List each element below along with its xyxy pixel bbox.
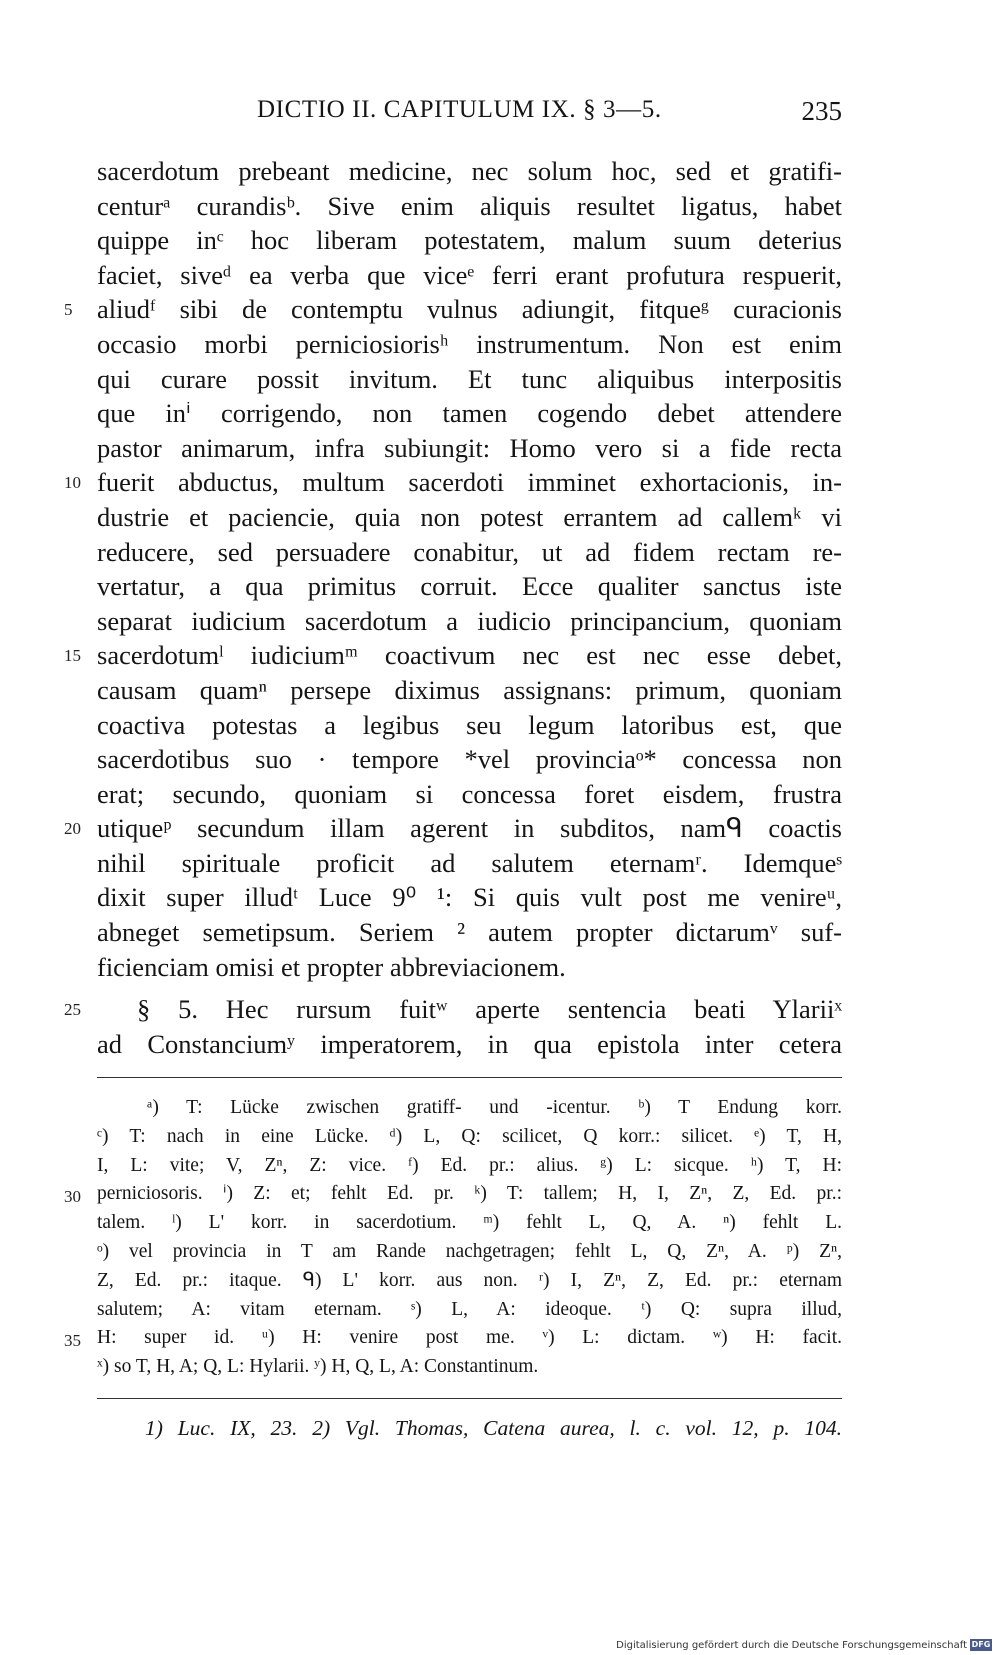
- credit-text: Digitalisierung gefördert durch die Deutsche Forschungsgemeinschaft: [616, 1639, 967, 1651]
- text-line: [64, 992, 842, 1027]
- text-line: [97, 708, 842, 743]
- page-number: 235: [801, 96, 842, 126]
- line-text: dixit super illudᵗ Luce 9⁰ ¹: Si quis vult post me venireᵘ,: [97, 882, 842, 913]
- line-number: 5: [64, 300, 73, 320]
- line-text: sacerdotibus suo · tempore *vel provinciaᵒ* concessa non: [97, 744, 842, 775]
- apparatus-line: [97, 1209, 842, 1238]
- line-text: causam quamⁿ persepe diximus assignans: primum, quoniam: [97, 674, 842, 705]
- apparatus-text: ᵒ) vel provincia in T am Rande nachgetragen; fehlt L, Q, Zⁿ, A. ᵖ) Zⁿ,: [97, 1240, 842, 1262]
- text-line: [97, 604, 842, 639]
- line-text: sacerdotumˡ iudiciumᵐ coactivum nec est nec esse debet,: [97, 640, 842, 671]
- text-line: [97, 880, 842, 915]
- apparatus-text: ᵃ) T: Lücke zwischen gratiff- und -icentur. ᵇ) T Endung korr.: [147, 1097, 842, 1118]
- apparatus-text: salutem; A: vitam eternam. ˢ) L, A: ideoque. ᵗ) Q: supra illud,: [97, 1298, 842, 1320]
- apparatus-line: [97, 1267, 842, 1296]
- text-line: [97, 742, 842, 777]
- apparatus-line: [97, 1296, 842, 1325]
- apparatus-divider: [97, 1077, 842, 1078]
- line-text: que inⁱ corrigendo, non tamen cogendo debet attendere: [97, 398, 842, 429]
- line-text: dustrie et paciencie, quia non potest errantem ad callemᵏ vi: [97, 501, 842, 532]
- dfg-logo-icon: DFG: [971, 1640, 991, 1649]
- apparatus-text: ˣ) so T, H, A; Q, L: Hylarii. ʸ) H, Q, L, A: Constantinum.: [97, 1356, 539, 1378]
- apparatus-line: [97, 1238, 842, 1267]
- line-number: 20: [64, 819, 81, 839]
- line-text: sacerdotum prebeant medicine, nec solum hoc, sed et gratifi-: [97, 156, 842, 186]
- line-text: centurᵃ curandisᵇ. Sive enim aliquis resultet ligatus, habet: [97, 190, 842, 221]
- text-line: [64, 811, 842, 846]
- apparatus-text: perniciosoris. ⁱ) Z: et; fehlt Ed. pr. ᵏ) T: tallem; H, I, Zⁿ, Z, Ed. pr.:: [97, 1183, 842, 1205]
- line-text: occasio morbi perniciosiorisʰ instrumentum. Non est enim: [97, 328, 842, 359]
- footnote-divider: [97, 1398, 842, 1399]
- line-text: erat; secundo, quoniam si concessa foret eisdem, frustra: [97, 778, 842, 809]
- apparatus-text: talem. ˡ) L' korr. in sacerdotium. ᵐ) fehlt L, Q, A. ⁿ) fehlt L.: [97, 1212, 842, 1234]
- text-line: [64, 292, 842, 327]
- line-text: quippe inᶜ hoc liberam potestatem, malum suum deterius: [97, 225, 842, 256]
- line-text: abneget semetipsum. Seriem ² autem propter dictarumᵛ suf-: [97, 917, 842, 948]
- line-number: 35: [64, 1331, 81, 1351]
- apparatus-line: [97, 1123, 842, 1152]
- apparatus-text: ᶜ) T: nach in eine Lücke. ᵈ) L, Q: scilicet, Q korr.: silicet. ᵉ) T, H,: [97, 1125, 842, 1147]
- footnote-line: 1) Luc. IX, 23. 2) Vgl. Thomas, Catena aurea, l. c. vol. 12, p. 104.: [145, 1416, 842, 1440]
- line-text: § 5. Hec rursum fuitʷ aperte sentencia beati Ylariiˣ: [137, 994, 842, 1025]
- line-number: 25: [64, 1000, 81, 1020]
- text-line: [97, 362, 842, 397]
- text-line: [97, 915, 842, 950]
- apparatus-line: [97, 1094, 842, 1123]
- line-number: 10: [64, 473, 81, 493]
- apparatus-line: [64, 1180, 842, 1209]
- text-line: [97, 500, 842, 535]
- text-line: [97, 154, 842, 189]
- apparatus-line: [97, 1152, 842, 1181]
- text-line: [97, 846, 842, 881]
- line-text: reducere, sed persuadere conabitur, ut ad fidem rectam re-: [97, 536, 842, 567]
- main-text-block: [64, 154, 842, 1061]
- apparatus-text: Z, Ed. pr.: itaque. ᑫ) L' korr. aus non. ʳ) I, Zⁿ, Z, Ed. pr.: eternam: [97, 1269, 842, 1291]
- text-line: [97, 189, 842, 224]
- line-text: fuerit abductus, multum sacerdoti imminet exhortacionis, in-: [97, 467, 842, 498]
- text-line: [97, 431, 842, 466]
- footnotes: [145, 1411, 842, 1445]
- critical-apparatus: [64, 1094, 842, 1382]
- line-text: ad Constanciumʸ imperatorem, in qua epistola inter cetera: [97, 1028, 842, 1059]
- apparatus-text: H: super id. ᵘ) H: venire post me. ᵛ) L: dictam. ʷ) H: facit.: [97, 1327, 842, 1349]
- line-text: qui curare possit invitum. Et tunc aliquibus interpositis: [97, 363, 842, 394]
- text-line: [97, 777, 842, 812]
- line-text: faciet, siveᵈ ea verba que viceᵉ ferri erant profutura respuerit,: [97, 259, 842, 290]
- text-line: [97, 569, 842, 604]
- text-line: [64, 638, 842, 673]
- text-line: [97, 258, 842, 293]
- text-line: [97, 950, 842, 985]
- text-line: [97, 673, 842, 708]
- line-text: coactiva potestas a legibus seu legum latoribus est, que: [97, 709, 842, 740]
- line-text: ficienciam omisi et propter abbreviacionem.: [97, 951, 566, 982]
- text-line: [97, 327, 842, 362]
- text-line: [97, 535, 842, 570]
- running-title: DICTIO II. CAPITULUM IX. § 3—5.: [257, 96, 662, 123]
- text-line: [64, 465, 842, 500]
- digitization-credit: [616, 1637, 992, 1653]
- line-text: aliudᶠ sibi de contemptu vulnus adiungit, fitqueᵍ curacionis: [97, 294, 842, 325]
- text-line: [97, 1027, 842, 1062]
- line-number: 15: [64, 646, 81, 666]
- text-line: [97, 223, 842, 258]
- line-text: separat iudicium sacerdotum a iudicio principancium, quoniam: [97, 605, 842, 636]
- line-number: 30: [64, 1187, 81, 1207]
- apparatus-text: I, L: vite; V, Zⁿ, Z: vice. ᶠ) Ed. pr.: alius. ᵍ) L: sicque. ʰ) T, H:: [97, 1154, 842, 1176]
- line-text: utiqueᵖ secundum illam agerent in subditos, namᑫ coactis: [97, 813, 842, 844]
- running-head: [97, 96, 842, 136]
- line-text: nihil spirituale proficit ad salutem eternamʳ. Idemqueˢ: [97, 847, 842, 878]
- apparatus-line: [64, 1324, 842, 1353]
- apparatus-line: [97, 1353, 842, 1382]
- line-text: vertatur, a qua primitus corruit. Ecce qualiter sanctus iste: [97, 571, 842, 602]
- text-line: [97, 396, 842, 431]
- line-text: pastor animarum, infra subiungit: Homo vero si a fide recta: [97, 432, 842, 463]
